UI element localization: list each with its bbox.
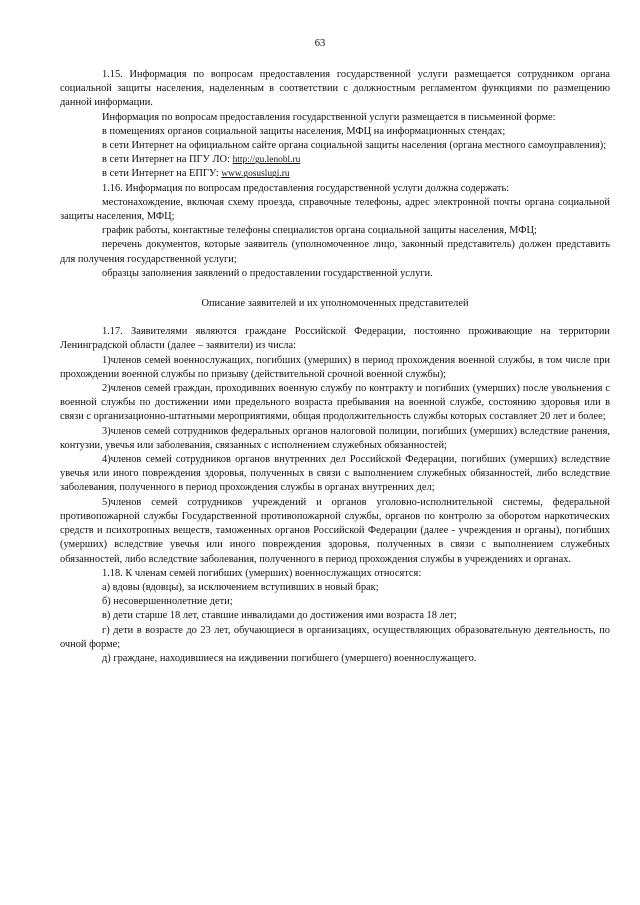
paragraph-epgu — [60, 167, 610, 181]
paragraph-pgu-lo — [60, 153, 610, 167]
list-item-2: 2)членов семей граждан, проходивших военную службу по контракту и погибших (умерших) после увольнения с военной службы по достижении ими предельного возраста пребывания на военной службе, состоянию здоровья или в связи с организационно-штатными мероприятиями, общая продолжительность службы которых составляет 20 лет и более; — [60, 383, 610, 423]
paragraph-written-form: Информация по вопросам предоставления государственной услуги размещается в письменной форме: — [102, 111, 556, 123]
paragraph-1-16: 1.16. Информация по вопросам предоставления государственной услуги должна содержать: — [102, 182, 510, 194]
paragraph-1-15: 1.15. Информация по вопросам предоставления государственной услуги размещается сотрудником органа социальной защиты населения, наделенным в соответствии с должностным регламентом функциями по размещению данной информации. — [60, 69, 610, 109]
paragraph-official-site: в сети Интернет на официальном сайте органа социальной защиты населения (органа местного самоуправления); — [102, 140, 607, 152]
paragraph-stands: в помещениях органов социальной защиты населения, МФЦ на информационных стендах; — [102, 125, 506, 137]
page-number: 63 — [314, 38, 326, 49]
list-item-4: 4)членов семей сотрудников органов внутренних дел Российской Федерации, погибших (умерших) вследствие увечья или иного повреждения здоровья, полученных в связи с выполнением служебных обязанностей, либо вследствие заболевания, полученного в период прохождения службы в органах внутренних дел; — [60, 454, 610, 494]
epgu-link[interactable]: www.gosuslugi.ru — [221, 169, 290, 180]
paragraph-schedule: график работы, контактные телефоны специалистов органа социальной защиты населения, МФЦ; — [102, 225, 537, 237]
document-body — [60, 68, 610, 666]
list-item-d: д) граждане, находившиеся на иждивении погибшего (умершего) военнослужащего. — [102, 652, 477, 664]
epgu-text: в сети Интернет на ЕПГУ: — [102, 168, 222, 180]
list-item-a: а) вдовы (вдовцы), за исключением вступивших в новый брак; — [102, 581, 379, 593]
paragraph-location: местонахождение, включая схему проезда, справочные телефоны, адрес электронной почты органа социальной защиты населения, МФЦ; — [60, 196, 610, 223]
paragraph-samples: образцы заполнения заявлений о предоставлении государственной услуги. — [102, 267, 433, 279]
list-item-3: 3)членов семей сотрудников федеральных органов налоговой полиции, погибших (умерших) вследствие ранения, контузии, увечья или заболевания, связанных с исполнением служебных обязанностей; — [60, 425, 610, 451]
paragraph-documents: перечень документов, которые заявитель (уполномоченное лицо, законный представитель) должен представить для получения государственной услуги; — [60, 239, 610, 265]
list-item-g: г) дети в возрасте до 23 лет, обучающиеся в организациях, осуществляющих образовательную деятельность, по очной форме; — [60, 624, 610, 650]
pgu-lo-link[interactable]: http://gu.lenobl.ru — [232, 155, 301, 166]
paragraph-1-17: 1.17. Заявителями являются граждане Российской Федерации, постоянно проживающие на территории Ленинградской области (далее – заявители) из числа: — [60, 326, 610, 352]
list-item-v: в) дети старше 18 лет, ставшие инвалидами до достижения ими возраста 18 лет; — [102, 610, 457, 622]
pgu-lo-text: в сети Интернет на ПГУ ЛО: — [102, 154, 233, 166]
list-item-1: 1)членов семей военнослужащих, погибших (умерших) в период прохождения военной службы, в том числе при прохождении военной службы по призыву (действительной срочной военной службы); — [60, 354, 610, 380]
paragraph-1-18: 1.18. К членам семей погибших (умерших) военнослужащих относятся: — [102, 567, 422, 579]
section-heading: Описание заявителей и их уполномоченных представителей — [201, 298, 469, 310]
list-item-b: б) несовершеннолетние дети; — [102, 596, 233, 608]
list-item-5: 5)членов семей сотрудников учреждений и органов уголовно-исполнительной системы, федеральной противопожарной службы Государственной противопожарной службы, органов по контролю за оборотом наркотических средств и психотропных веществ, таможенных органов Российской Федерации (далее - учреждения и органы), погибших (умерших) вследствие увечья или иного повреждения здоровья, полученных в связи с выполнением служебных обязанностей, либо вследствие заболевания, полученного в период прохождения службы в учреждениях и органах. — [60, 496, 610, 565]
